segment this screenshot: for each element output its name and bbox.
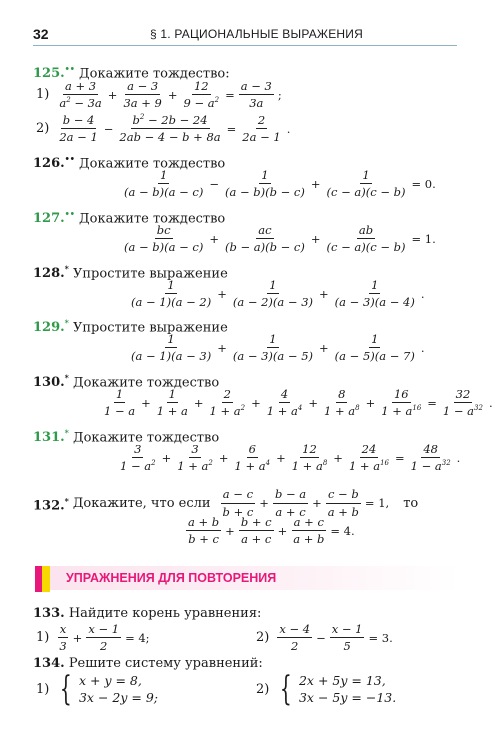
equation-125-2: 2) b − 4 2a − 1 − $\frac{b^2 - 2b - 24}{2ab - 4 - b + 8a}$ = $\frac{2}{2a - 1}$ . (36, 113, 291, 144)
problem-text: Докажите тождество: (79, 66, 230, 82)
header-rule (33, 45, 457, 46)
problem-number: 129.* (33, 318, 69, 336)
problem-number: 126.•• (33, 154, 75, 172)
expression-129: 1 (a − 1)(a − 3) + $\frac{1}{(a - 3)(a - 5)}$ + $\frac{1}{(a - 5)(a - 7)}$ . (131, 332, 425, 363)
problem-text: Решите систему уравнений: (68, 656, 263, 671)
problem-number: 131.* (33, 428, 69, 446)
problem-number: 128.* (33, 264, 69, 282)
problem-text: Докажите тождество (73, 430, 220, 446)
problem-number: 132.* (33, 495, 69, 514)
section-marker-yellow (42, 566, 50, 592)
equation-125-1: 1) a + 3 $a^2 - 3a$ + $\frac{a - 3}{3a + 9}$ + $\frac{12}{9 - a^2}$ = $\frac{a - 3}{3a}$ ; (36, 79, 282, 110)
equation-126: 1 (a − b)(a − c) − $\frac{1}{(a - b)(b - c)}$ + $\frac{1}{(c - a)(c - b)}$ = 0. (124, 168, 436, 199)
expression-128: 1 (a − 1)(a − 2) + $\frac{1}{(a - 2)(a - 3)}$ + $\frac{1}{(a - 3)(a - 4)}$ . (131, 278, 425, 309)
problem-text: Упростите выражение (73, 320, 228, 336)
equation-132: a + b b + c + $\frac{b + c}{a + c}$ + $\frac{a + c}{a + b}$ = 4. (188, 515, 355, 546)
condition-132: a − c b + c + $\frac{b - a}{a + c}$ + $\frac{c - b}{a + b}$ = 1, (222, 487, 390, 519)
problem-number: 133. (33, 606, 65, 621)
equation-127: bc (a − b)(a − c) + $\frac{ac}{(b - a)(b - c)}$ + $\frac{ab}{(c - a)(c - b)}$ = 1. (124, 223, 436, 254)
problem-number: 125.•• (33, 64, 75, 82)
problem-number: 130.* (33, 373, 69, 391)
problem-text: Докажите, что если (72, 496, 211, 511)
problem-number: 127.•• (33, 209, 75, 227)
problem-text: Докажите тождество (73, 375, 220, 391)
equation-131: 3 $1 - a^2$ + $\frac{3}{1 + a^2}$ + $\frac{6}{1 + a^4}$ + $\frac{12}{1 + a^8}$ + $\frac{24}{1 + a^{16}}$ = $\frac{48}{1 - a^{32}}$ . (120, 442, 461, 473)
problem-text: Найдите корень уравнения: (68, 606, 262, 621)
equation-130: 1 1 − a + $\frac{1}{1 + a}$ + $\frac{2}{1 + a^2}$ + $\frac{4}{1 + a^4}$ + $\frac{8}{1 + a^8}$ + $\frac{16}{1 + a^{16}}$ = $\frac{32}{1 - a^{32}}$ . (104, 387, 493, 418)
problem-number: 134. (33, 656, 65, 671)
system-134-1: 1) { x + y = 8, 3x − 2y = 9; (36, 669, 159, 709)
section-title: УПРАЖНЕНИЯ ДЛЯ ПОВТОРЕНИЯ (66, 571, 277, 585)
page-number: 32 (33, 26, 49, 42)
page-header (0, 22, 490, 46)
problem-text: Докажите тождество (79, 211, 226, 227)
equation-133-2: 2) x − 4 2 − $\frac{x - 1}{5}$ = 3. (256, 622, 393, 653)
system-134-2: 2) { 2x + 5y = 13, 3x − 5y = −13. (256, 669, 397, 709)
section-header-title: § 1. РАЦИОНАЛЬНЫЕ ВЫРАЖЕНИЯ (150, 27, 363, 41)
problem-text: Упростите выражение (73, 266, 228, 282)
problem-text: Докажите тождество (79, 156, 226, 172)
problem-text-tail: то (403, 496, 419, 511)
equation-133-1: 1) x 3 + $\frac{x - 1}{2}$ = 4; (36, 622, 150, 653)
section-marker-pink (35, 566, 42, 592)
problem-133 (33, 606, 261, 621)
